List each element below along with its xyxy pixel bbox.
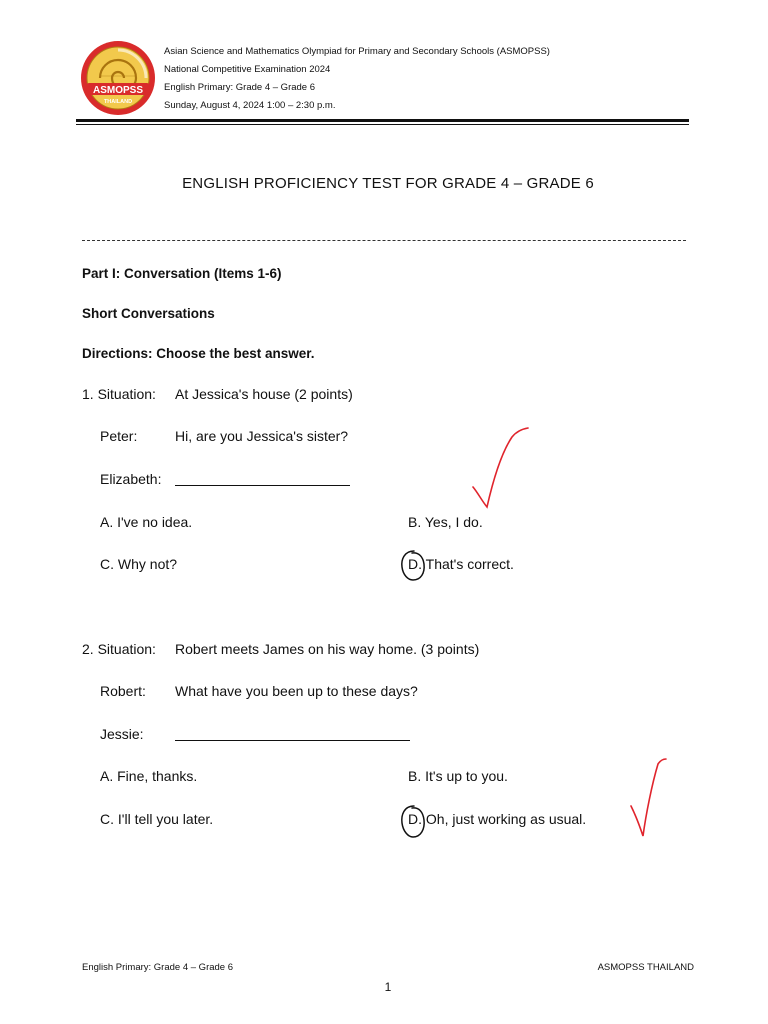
header-exam-name: National Competitive Examination 2024 <box>164 64 331 75</box>
dialogue-line: Hi, are you Jessica's sister? <box>175 428 349 444</box>
header-subject: English Primary: Grade 4 – Grade 6 <box>164 82 316 93</box>
option-d: D. Oh, just working as usual. <box>408 811 587 827</box>
answer-circle-icon <box>398 803 430 841</box>
option-b: B. Yes, I do. <box>408 514 483 530</box>
answer-circle-icon <box>398 548 430 584</box>
checkmark-icon <box>628 756 670 840</box>
page-title: ENGLISH PROFICIENCY TEST FOR GRADE 4 – GRADE 6 <box>182 175 594 192</box>
answer-blank <box>175 485 350 486</box>
option-c: C. I'll tell you later. <box>100 811 214 827</box>
option-b: B. It's up to you. <box>408 768 508 784</box>
situation-text: Robert meets James on his way home. (3 points) <box>175 641 480 657</box>
header-rule-thin <box>76 124 689 125</box>
option-a: A. I've no idea. <box>100 514 193 530</box>
header-date: Sunday, August 4, 2024 1:00 – 2:30 p.m. <box>164 100 336 111</box>
asmopss-logo <box>80 40 156 116</box>
page-number: 1 <box>384 980 392 994</box>
option-c: C. Why not? <box>100 556 178 572</box>
option-d: D. That's correct. <box>408 556 514 572</box>
logo-subtext: THAILAND <box>103 99 133 105</box>
situation-text: At Jessica's house (2 points) <box>175 386 353 402</box>
question-number: 1. Situation: <box>82 386 156 402</box>
checkmark-icon <box>470 425 532 510</box>
answer-blank <box>175 740 410 741</box>
question-number: 2. Situation: <box>82 641 156 657</box>
directions: Directions: Choose the best answer. <box>82 346 315 361</box>
speaker-1: Peter: <box>100 428 138 444</box>
header-rule-thick <box>76 119 689 122</box>
speaker-2: Jessie: <box>100 726 144 742</box>
speaker-1: Robert: <box>100 683 146 699</box>
option-a: A. Fine, thanks. <box>100 768 198 784</box>
speaker-2: Elizabeth: <box>100 471 162 487</box>
logo-text: ASMOPSS <box>92 85 144 96</box>
footer-left: English Primary: Grade 4 – Grade 6 <box>82 962 234 973</box>
part-heading: Part I: Conversation (Items 1-6) <box>82 266 282 281</box>
footer-right: ASMOPSS THAILAND <box>597 962 694 973</box>
dashed-divider <box>82 240 686 241</box>
header-organization: Asian Science and Mathematics Olympiad for Primary and Secondary Schools (ASMOPSS) <box>164 46 550 57</box>
section-subheading: Short Conversations <box>82 306 215 321</box>
dialogue-line: What have you been up to these days? <box>175 683 418 699</box>
